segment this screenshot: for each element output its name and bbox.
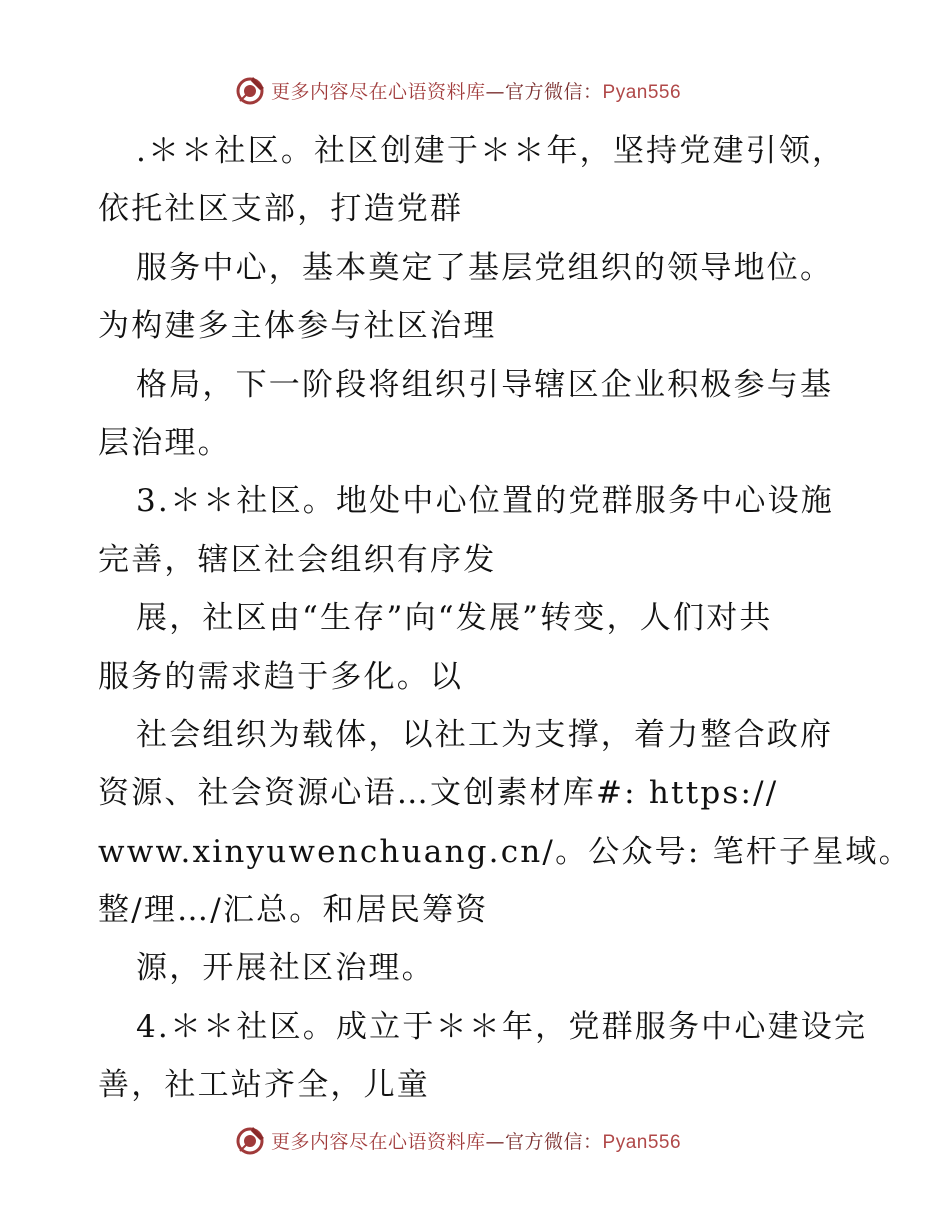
text-line: 资源、社会资源心语…文创素材库#: https:// <box>98 775 779 812</box>
text-line: 源，开展社区治理。 <box>136 950 435 987</box>
header-banner <box>233 72 681 108</box>
text-line: 4.＊＊社区。成立于＊＊年，党群服务中心建设完 <box>136 1008 868 1045</box>
text-line: www.xinyuwenchuang.cn/。公众号: 笔杆子星域。 <box>98 833 912 870</box>
text-line: 服务中心，基本奠定了基层党组织的领导地位。 <box>136 249 834 286</box>
seal-pen-icon <box>233 73 267 107</box>
text-line: 3.＊＊社区。地处中心位置的党群服务中心设施 <box>136 483 834 520</box>
banner-text <box>271 77 681 104</box>
banner-wechat-label: 官方微信： <box>505 1130 603 1153</box>
text-line: 完善，辖区社会组织有序发 <box>98 541 497 578</box>
text-line: 依托社区支部，打造党群 <box>98 191 464 228</box>
banner-wechat-label: 官方微信： <box>505 80 603 103</box>
document-body <box>98 122 912 1115</box>
text-line: 整/理…/汇总。和居民筹资 <box>98 892 489 929</box>
text-line: .＊＊社区。社区创建于＊＊年，坚持党建引领， <box>136 133 846 169</box>
banner-main-text: 更多内容尽在心语资料库 <box>271 80 486 103</box>
text-line: 服务的需求趋于多化。以 <box>98 658 464 695</box>
text-line: 展，社区由“生存”向“发展”转变，人们对共 <box>136 600 773 637</box>
banner-wechat-id: Pyan556 <box>602 81 682 103</box>
text-line: 层治理。 <box>98 424 231 461</box>
text-line: 格局，下一阶段将组织引导辖区企业积极参与基 <box>136 366 834 403</box>
banner-main-text: 更多内容尽在心语资料库 <box>271 1130 486 1153</box>
banner-dash: — <box>485 80 506 103</box>
text-line: 社会组织为载体，以社工为支撑，着力整合政府 <box>136 716 834 753</box>
banner-text <box>271 1127 681 1154</box>
banner-dash: — <box>485 1130 506 1153</box>
text-line: 为构建多主体参与社区治理 <box>98 308 497 345</box>
banner-wechat-id: Pyan556 <box>602 1131 682 1153</box>
text-line: 善，社工站齐全，儿童 <box>98 1067 430 1104</box>
footer-banner <box>233 1122 681 1158</box>
seal-pen-icon <box>233 1123 267 1157</box>
